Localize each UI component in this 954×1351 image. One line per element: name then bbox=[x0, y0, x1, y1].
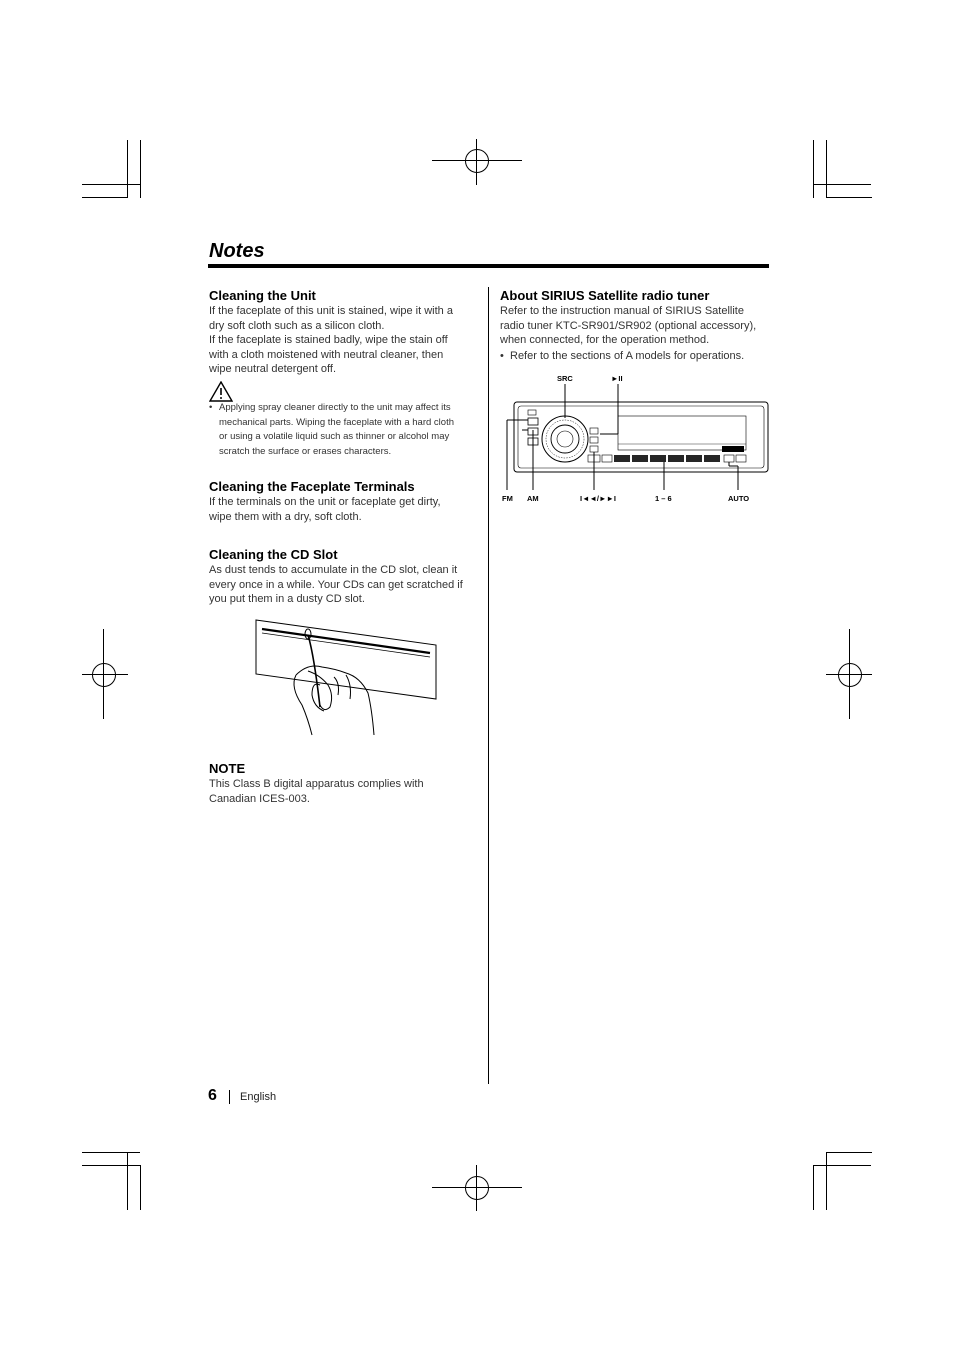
text-line: or using a volatile liquid such as thinner or alcohol may bbox=[219, 431, 450, 442]
caution-text bbox=[219, 401, 454, 459]
crop-mark bbox=[826, 197, 872, 198]
text-line: Applying spray cleaner directly to the unit may affect its bbox=[219, 402, 451, 413]
label-src: SRC bbox=[557, 374, 573, 383]
paragraph-sirius bbox=[500, 304, 756, 348]
page-title: Notes bbox=[209, 240, 265, 262]
text-line: every once in a while. Your CDs can get scratched if bbox=[209, 578, 463, 591]
footer-divider bbox=[229, 1090, 230, 1104]
text-line: when connected, for the operation method. bbox=[500, 334, 710, 346]
column-divider bbox=[488, 287, 489, 1084]
text-line: This Class B digital apparatus complies with bbox=[209, 778, 424, 790]
crop-mark bbox=[82, 1165, 140, 1166]
text-line: As dust tends to accumulate in the CD slot, clean it bbox=[209, 564, 458, 576]
faceplate-diagram bbox=[500, 384, 770, 490]
text-line: with a cloth moistened with neutral cleaner, then bbox=[209, 348, 444, 361]
sirius-bullet bbox=[500, 349, 770, 364]
crop-mark bbox=[82, 184, 140, 185]
footer-language: English bbox=[240, 1091, 277, 1103]
label-skip: I◄◄/►►I bbox=[580, 494, 616, 503]
crop-mark bbox=[813, 1165, 814, 1210]
heading-sirius: About SIRIUS Satellite radio tuner bbox=[500, 288, 710, 303]
heading-cleaning-unit: Cleaning the Unit bbox=[209, 288, 316, 303]
crop-mark bbox=[826, 1152, 872, 1153]
caution-bullet bbox=[209, 401, 474, 461]
registration-mark bbox=[92, 663, 116, 687]
crop-mark bbox=[127, 1152, 128, 1210]
crop-mark bbox=[826, 1152, 827, 1210]
registration-mark bbox=[465, 1176, 489, 1200]
sirius-bullet-text: Refer to the sections of A models for operations. bbox=[510, 350, 745, 362]
text-line: If the terminals on the unit or faceplate get dirty, bbox=[209, 496, 441, 508]
paragraph-cleaning-terminals bbox=[209, 495, 441, 524]
label-presets: 1 – 6 bbox=[655, 494, 672, 503]
text-line: radio tuner KTC-SR901/SR902 (optional accessory), bbox=[500, 319, 757, 332]
crop-mark bbox=[82, 197, 128, 198]
crop-mark bbox=[813, 184, 871, 185]
text-line: If the faceplate of this unit is stained, wipe it with a bbox=[209, 305, 453, 317]
text-line: mechanical parts. Wiping the faceplate with a hard cloth bbox=[219, 416, 454, 428]
crop-mark bbox=[813, 140, 814, 198]
crop-mark bbox=[813, 1165, 871, 1166]
registration-mark bbox=[465, 149, 489, 173]
heading-cleaning-terminals: Cleaning the Faceplate Terminals bbox=[209, 479, 415, 494]
text-line: scratch the surface or erases characters. bbox=[219, 445, 392, 457]
warning-icon bbox=[209, 381, 233, 402]
cd-slot-cleaning-illustration bbox=[250, 615, 440, 740]
text-line: Refer to the instruction manual of SIRIUS Satellite bbox=[500, 305, 744, 317]
registration-mark bbox=[838, 663, 862, 687]
label-auto: AUTO bbox=[728, 494, 750, 503]
text-line: wipe neutral detergent off. bbox=[209, 363, 336, 375]
bullet-dot: • bbox=[500, 350, 504, 362]
label-am: AM bbox=[527, 494, 539, 503]
heading-cleaning-cd-slot: Cleaning the CD Slot bbox=[209, 547, 338, 562]
label-play-pause: ►II bbox=[611, 374, 623, 383]
text-line: you put them in a dusty CD slot. bbox=[209, 593, 365, 605]
heading-note: NOTE bbox=[209, 761, 246, 776]
label-fm: FM bbox=[502, 494, 513, 503]
bullet-dot: • bbox=[209, 402, 213, 413]
registration-mark bbox=[432, 1187, 522, 1188]
title-rule bbox=[208, 264, 769, 268]
page-number: 6 bbox=[208, 1087, 217, 1104]
crop-mark bbox=[140, 1165, 141, 1210]
paragraph-cleaning-unit bbox=[209, 304, 453, 377]
text-line: If the faceplate is stained badly, wipe the stain off bbox=[209, 334, 448, 346]
text-line: dry soft cloth such as a silicon cloth. bbox=[209, 319, 385, 332]
text-line: wipe them with a dry, soft cloth. bbox=[209, 510, 362, 523]
paragraph-cleaning-cd-slot bbox=[209, 563, 463, 607]
crop-mark bbox=[826, 140, 827, 197]
registration-mark bbox=[476, 1165, 477, 1211]
registration-mark bbox=[826, 674, 872, 675]
crop-mark bbox=[127, 140, 128, 197]
text-line: Canadian ICES-003. bbox=[209, 792, 310, 805]
registration-mark bbox=[432, 160, 522, 161]
paragraph-note bbox=[209, 777, 424, 806]
registration-mark bbox=[82, 674, 128, 675]
crop-mark bbox=[140, 140, 141, 198]
registration-mark bbox=[476, 139, 477, 185]
crop-mark bbox=[82, 1152, 140, 1153]
